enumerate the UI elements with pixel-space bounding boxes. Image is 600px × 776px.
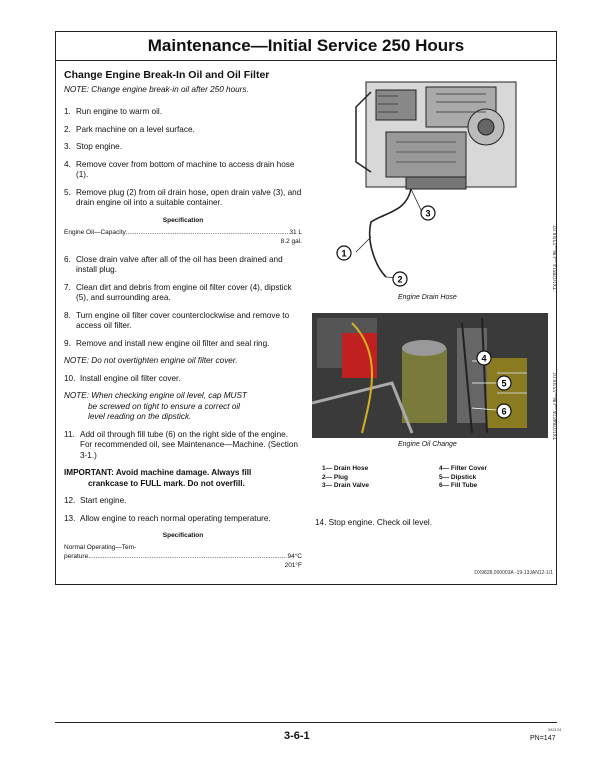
svg-text:1: 1 [341,248,347,259]
spec-header: Specification [162,532,204,539]
fig2-caption: Engine Oil Change [398,441,457,448]
step-13: 13. Allow engine to reach normal operating temperature. [64,513,271,523]
spec-value: 31 L [289,228,302,236]
legend-item: 2— Plug [322,473,349,481]
oil-capacity-spec [64,216,302,246]
legend-item: 3— Drain Valve [322,482,369,489]
spec-label-line1: Normal Operating—Tem- [64,544,137,551]
fig1-code: TX1028514 —UN—13JUL07 [553,225,559,290]
legend-item: 6— Fill Tube [439,482,478,489]
svg-text:2: 2 [397,274,403,285]
step-3: 3. Stop engine. [64,142,122,151]
step-6: 6. Close drain valve after all of the oil has been drained and install plug. [64,254,283,274]
legend-item: 4— Filter Cover [439,465,488,472]
legend-item: 1— Drain Hose [322,465,369,472]
step-14: 14. Stop engine. Check oil level. [315,518,432,527]
overtighten-note: NOTE: Do not overtighten engine oil filter cover. [64,356,238,365]
page-number: 3-6-1 [284,730,310,742]
footer-code: 082124 [548,727,562,732]
spec-label: Engine Oil—Capacity [64,228,126,236]
footer-divider [55,722,557,723]
spec-label: perature [64,553,89,560]
spec-value: 94°C [287,553,302,560]
step-5: 5. Remove plug (2) from oil drain hose, open drain valve (3), and drain engine oil into a suitable container. [64,187,302,207]
fig1-caption: Engine Drain Hose [398,294,457,301]
callout-3 [421,206,435,220]
pn-number: PN=147 [530,735,556,742]
callout-2 [393,272,407,286]
temperature-spec [64,531,302,570]
page-title: Maintenance—Initial Service 250 Hours [55,31,557,61]
spec-alt-value: 8.2 gal. [280,237,302,245]
svg-text:4: 4 [481,353,487,364]
step-10: 10. Install engine oil filter cover. [64,373,181,383]
step-2: 2. Park machine on a level surface. [64,124,195,134]
spec-alt-value: 201°F [284,562,302,569]
step-8: 8. Turn engine oil filter cover counterclockwise and remove to access oil filter. [64,310,290,330]
step-9: 9. Remove and install new engine oil filter and seal ring. [64,338,270,348]
svg-text:5: 5 [501,378,507,389]
fig2-code: TX1028467A —UN—13JUL07 [553,372,559,440]
callout-1 [337,246,351,260]
callout-4 [477,351,491,365]
break-in-note: NOTE: Change engine break-in oil after 250 hours. [64,84,249,94]
callout-5 [497,376,511,390]
step-11: 11. Add oil through fill tube (6) on the right side of the engine. For recommended oil, see Maintenance—Machine. (Section 3-1.) [64,429,298,460]
section-title: Change Engine Break-In Oil and Oil Filter [64,69,270,81]
legend-col-left [322,465,369,491]
important-warning: IMPORTANT: Avoid machine damage. Always fill crankcase to FULL mark. Do not overfill. [64,468,252,488]
dipstick-note: NOTE: When checking engine oil level, cap MUST be screwed on tight to ensure a correct oil level reading on the dipstick. [64,391,247,421]
svg-text:6: 6 [501,406,507,417]
document-id: DX9828,000003A -19-13JAN12-1/1 [474,570,553,576]
engine-illustration [356,82,516,189]
svg-text:3: 3 [425,208,431,219]
spec-row [64,228,302,237]
step-1: 1. Run engine to warm oil. [64,107,163,116]
engine-photo [312,313,548,438]
drain-hose-line [370,189,411,277]
step-7: 7. Clean dirt and debris from engine oil filter cover (4), dipstick (5), and surrounding area. [64,282,292,302]
spec-header: Specification [162,216,204,224]
engine-oil-change-figure [312,313,548,438]
step-4: 4. Remove cover from bottom of machine to access drain hose (1). [64,159,295,179]
legend-item: 5— Dipstick [439,473,477,481]
legend-col-right [439,465,487,491]
step-12: 12. Start engine. [64,496,127,505]
procedure-column [64,70,302,579]
callout-6 [497,404,511,418]
engine-drain-hose-figure [316,72,552,290]
spec-row [64,552,302,561]
